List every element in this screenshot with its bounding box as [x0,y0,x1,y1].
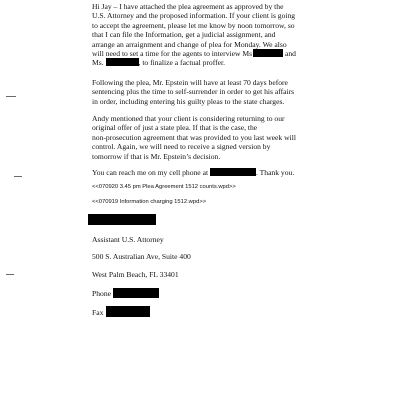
scan-mark-2 [14,176,22,177]
attachment-plea-agreement[interactable]: <<070920 3.45 pm Plea Agreement 1512 counts.wpd>> [92,184,236,190]
signature-address-2: West Palm Beach, FL 33401 [92,270,179,279]
paragraph-3-line-4: control. Again, we will need to receive a signed version by [92,142,271,152]
paragraph-2-line-1: Following the plea, Mr. Epstein will have at least 70 days before [92,78,288,87]
paragraph-3-line-5: tomorrow if that is Mr. Epstein’s decision. [92,151,221,161]
paragraph-2-line-2: sentencing plus the time to self-surrender in order to get his affairs [92,87,295,97]
line-7-text-b: , to finalize a factual proffer. [138,58,226,68]
email-paragraph-2 [92,78,312,106]
paragraph-1-line-6 [92,49,312,58]
cell-phone-text-b: . Thank you. [255,168,295,177]
cell-phone-text [92,168,312,177]
email-paragraph-1 [92,2,312,68]
line-6-text-b: and [284,49,296,59]
paragraph-1-line-5: arrange an arraignment and change of plea for Monday. We also [92,39,287,49]
paragraph-3-line-1: Andy mentioned that your client is considering returning to our [92,114,285,123]
paragraph-1-line-1: Hi Jay – I have attached the plea agreement as approved by the [92,2,284,11]
signature-title: Assistant U.S. Attorney [92,235,164,244]
paragraph-1-line-7 [92,58,312,67]
paragraph-3-line-3: non-prosecution agreement that was provided to you last week will [92,132,296,142]
redaction-fax [106,306,150,317]
cell-phone-line [92,168,312,177]
redaction-name-2 [106,58,139,66]
phone-label: Phone [92,289,111,298]
redaction-sender-name [88,214,156,225]
redaction-cell-phone [210,168,256,176]
signature-address-1: 500 S. Australian Ave, Suite 400 [92,252,191,261]
line-6-text-a: will need to set a time for the agents to interview Ms [92,49,253,59]
redaction-name-1 [253,49,283,57]
cell-phone-text-a: You can reach me on my cell phone at [92,168,209,177]
paragraph-1-line-2: U.S. Attorney and the proposed information. If your client is going [92,11,296,21]
paragraph-2-line-3: in order, including entering his guilty pleas to the state charges. [92,96,285,106]
paragraph-1-line-3: to accept the agreement, please let me know by noon tomorrow, so [92,20,295,30]
fax-label: Fax [92,308,104,317]
scan-mark-1 [6,96,16,97]
signature-fax [92,306,150,317]
line-7-text-a: Ms. [92,58,104,68]
redaction-phone [113,288,159,298]
email-paragraph-3 [92,114,312,161]
attachment-information[interactable]: <<070919 Information charging 1512.wpd>> [92,199,207,205]
paragraph-1-line-4: that I can file the Information, get a judicial assignment, and [92,30,276,40]
signature-phone [92,288,159,298]
paragraph-3-line-2: original offer of just a state plea. If that is the case, the [92,123,258,133]
scan-mark-3 [6,274,14,275]
